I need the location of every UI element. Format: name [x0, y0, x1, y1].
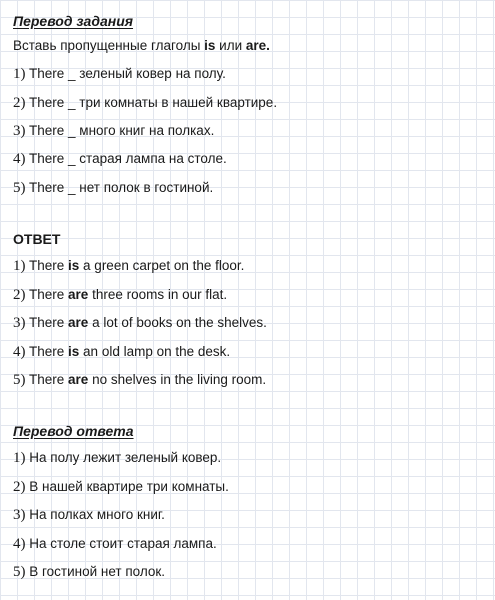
item-text: There _ много книг на полках. — [25, 123, 215, 138]
item-text-after: an old lamp on the desk. — [79, 344, 231, 359]
item-verb: are — [68, 315, 89, 330]
answer-translation-item-4 — [13, 535, 217, 553]
item-verb: is — [68, 344, 80, 359]
item-text-before: There — [25, 344, 69, 359]
item-text: There _ три комнаты в нашей квартире. — [25, 95, 278, 110]
answer-title: ОТВЕТ — [13, 231, 61, 247]
answer-item-1 — [13, 257, 244, 275]
item-text: There _ нет полок в гостиной. — [25, 180, 214, 195]
item-number: 4) — [13, 151, 26, 167]
item-text-before: There — [25, 315, 69, 330]
task-translation-title: Перевод задания — [13, 13, 134, 29]
item-text: В гостиной нет полок. — [25, 564, 166, 579]
item-number: 5) — [13, 372, 26, 388]
item-text-after: no shelves in the living room. — [88, 372, 267, 387]
item-number: 1) — [13, 450, 26, 466]
item-text-after: three rooms in our flat. — [88, 287, 228, 302]
answer-item-5 — [13, 371, 266, 389]
instruction-word-are: are. — [245, 38, 270, 53]
answer-item-4 — [13, 343, 230, 361]
task-item-2 — [13, 94, 277, 112]
item-number: 3) — [13, 123, 26, 139]
answer-translation-item-5 — [13, 563, 165, 581]
item-text-after: a lot of books on the shelves. — [88, 315, 267, 330]
item-text: There _ зеленый ковер на полу. — [25, 66, 226, 81]
item-number: 5) — [13, 180, 26, 196]
item-text-before: There — [25, 287, 69, 302]
task-item-5 — [13, 179, 213, 197]
answer-item-3 — [13, 314, 267, 332]
item-number: 5) — [13, 564, 26, 580]
item-text: На полу лежит зеленый ковер. — [25, 450, 222, 465]
answer-translation-title: Перевод ответа — [13, 423, 134, 439]
item-number: 2) — [13, 95, 26, 111]
item-number: 1) — [13, 258, 26, 274]
instruction-prefix: Вставь пропущенные глаголы — [13, 38, 205, 53]
item-text-before: There — [25, 258, 69, 273]
item-text: В нашей квартире три комнаты. — [25, 479, 229, 494]
instruction-middle: или — [215, 38, 246, 53]
item-number: 4) — [13, 344, 26, 360]
item-number: 3) — [13, 315, 26, 331]
answer-translation-item-1 — [13, 449, 221, 467]
item-text-after: a green carpet on the floor. — [79, 258, 245, 273]
answer-translation-item-2 — [13, 478, 229, 496]
instruction-word-is: is — [204, 38, 216, 53]
answer-item-2 — [13, 286, 227, 304]
task-item-4 — [13, 150, 227, 168]
item-number: 4) — [13, 536, 26, 552]
item-number: 1) — [13, 66, 26, 82]
item-number: 2) — [13, 479, 26, 495]
task-instruction — [13, 37, 270, 55]
task-item-1 — [13, 65, 226, 83]
item-verb: is — [68, 258, 80, 273]
item-text-before: There — [25, 372, 69, 387]
item-number: 3) — [13, 507, 26, 523]
answer-translation-item-3 — [13, 506, 165, 524]
item-text: There _ старая лампа на столе. — [25, 151, 227, 166]
item-number: 2) — [13, 287, 26, 303]
item-text: На полках много книг. — [25, 507, 165, 522]
task-item-3 — [13, 122, 214, 140]
item-text: На столе стоит старая лампа. — [25, 536, 217, 551]
item-verb: are — [68, 287, 89, 302]
item-verb: are — [68, 372, 89, 387]
